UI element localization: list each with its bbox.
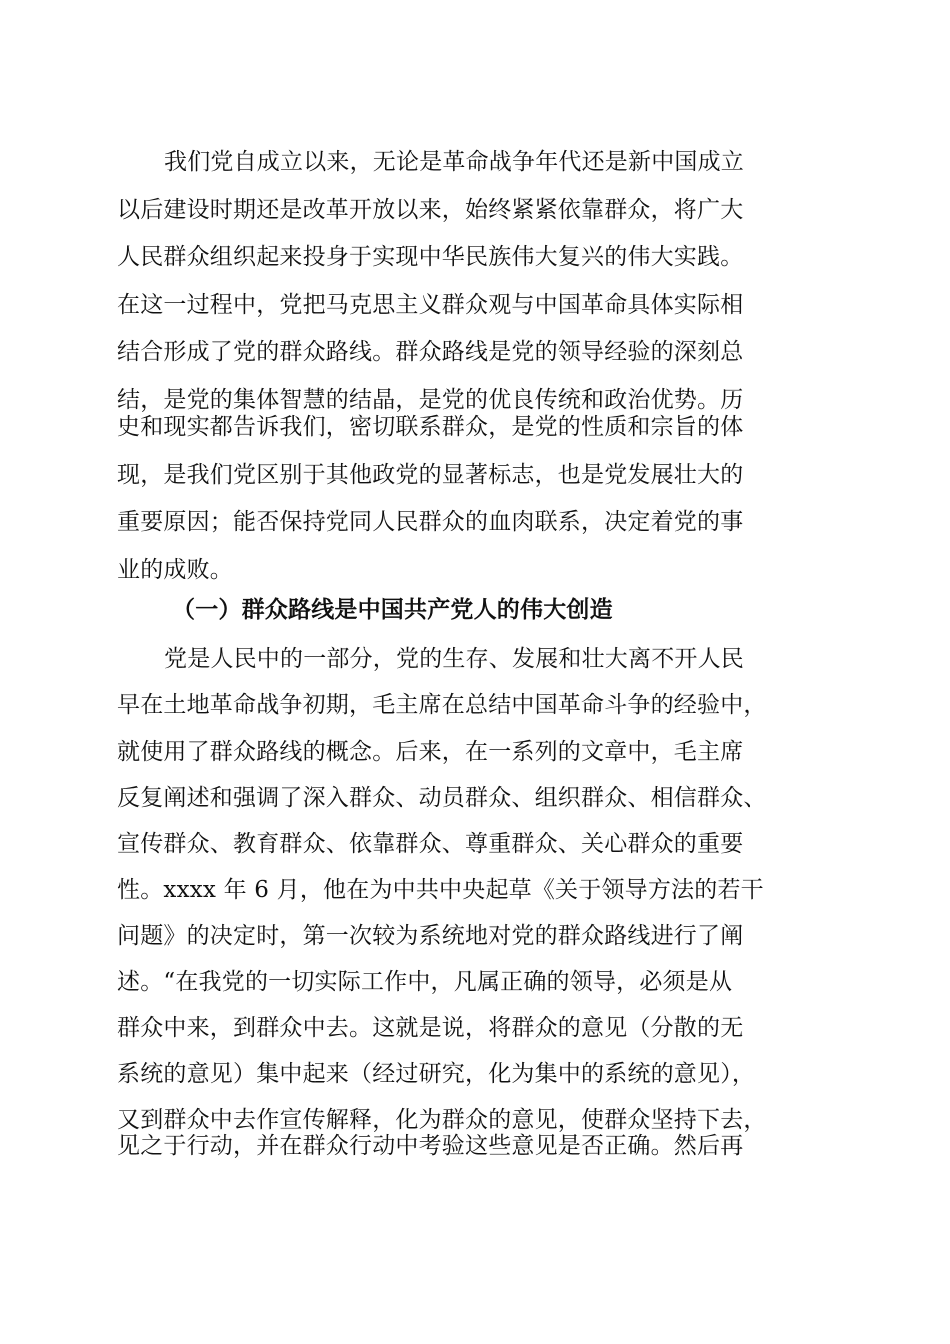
paragraph-1-line-5: 结合形成了党的群众路线。群众路线是党的领导经验的深刻总 — [117, 339, 744, 365]
paragraph-1-line-6: 结，是党的集体智慧的结晶，是党的优良传统和政治优势。历 — [117, 387, 744, 413]
paragraph-2-line-5: 宣传群众、教育群众、依靠群众、尊重群众、关心群众的重要 — [117, 831, 744, 857]
paragraph-1-line-8: 现，是我们党区别于其他政党的显著标志，也是党发展壮大的 — [117, 462, 744, 488]
paragraph-2-line-12: 见之于行动，并在群众行动中考验这些意见是否正确。然后再 — [117, 1133, 744, 1159]
paragraph-1-line-3: 人民群众组织起来投身于实现中华民族伟大复兴的伟大实践。 — [117, 244, 744, 270]
paragraph-2-line-10: 系统的意见）集中起来（经过研究，化为集中的系统的意见）， — [117, 1061, 756, 1087]
paragraph-2-line-1: 党是人民中的一部分，党的生存、发展和壮大离不开人民 — [164, 646, 744, 672]
paragraph-1-line-1: 我们党自成立以来，无论是革命战争年代还是新中国成立 — [164, 149, 744, 175]
paragraph-2-line-8: 述。“在我党的一切实际工作中，凡属正确的领导，必须是从 — [117, 969, 733, 995]
paragraph-2-line-6: 性。xxxx 年 6 月，他在为中共中央起草《关于领导方法的若干 — [117, 877, 764, 903]
paragraph-1-line-7: 史和现实都告诉我们，密切联系群众，是党的性质和宗旨的体 — [117, 414, 744, 440]
paragraph-1-line-9: 重要原因；能否保持党同人民群众的血肉联系，决定着党的事 — [117, 509, 744, 535]
paragraph-2-line-2: 早在土地革命战争初期，毛主席在总结中国革命斗争的经验中， — [117, 692, 767, 718]
paragraph-2-line-7: 问题》的决定时，第一次较为系统地对党的群众路线进行了阐 — [117, 923, 744, 949]
paragraph-2-line-4: 反复阐述和强调了深入群众、动员群众、组织群众、相信群众、 — [117, 785, 767, 811]
paragraph-1-line-2: 以后建设时期还是改革开放以来，始终紧紧依靠群众，将广大 — [117, 197, 744, 223]
paragraph-2-line-11: 又到群众中去作宣传解释，化为群众的意见，使群众坚持下去， — [117, 1107, 767, 1133]
paragraph-1-line-10: 业的成败。 — [117, 557, 233, 583]
paragraph-1-line-4: 在这一过程中，党把马克思主义群众观与中国革命具体实际相 — [117, 292, 744, 318]
section-heading: （一）群众路线是中国共产党人的伟大创造 — [172, 596, 613, 623]
paragraph-2-line-9: 群众中来，到群众中去。这就是说，将群众的意见（分散的无 — [117, 1015, 744, 1041]
paragraph-2-line-3: 就使用了群众路线的概念。后来，在一系列的文章中，毛主席 — [117, 739, 744, 765]
